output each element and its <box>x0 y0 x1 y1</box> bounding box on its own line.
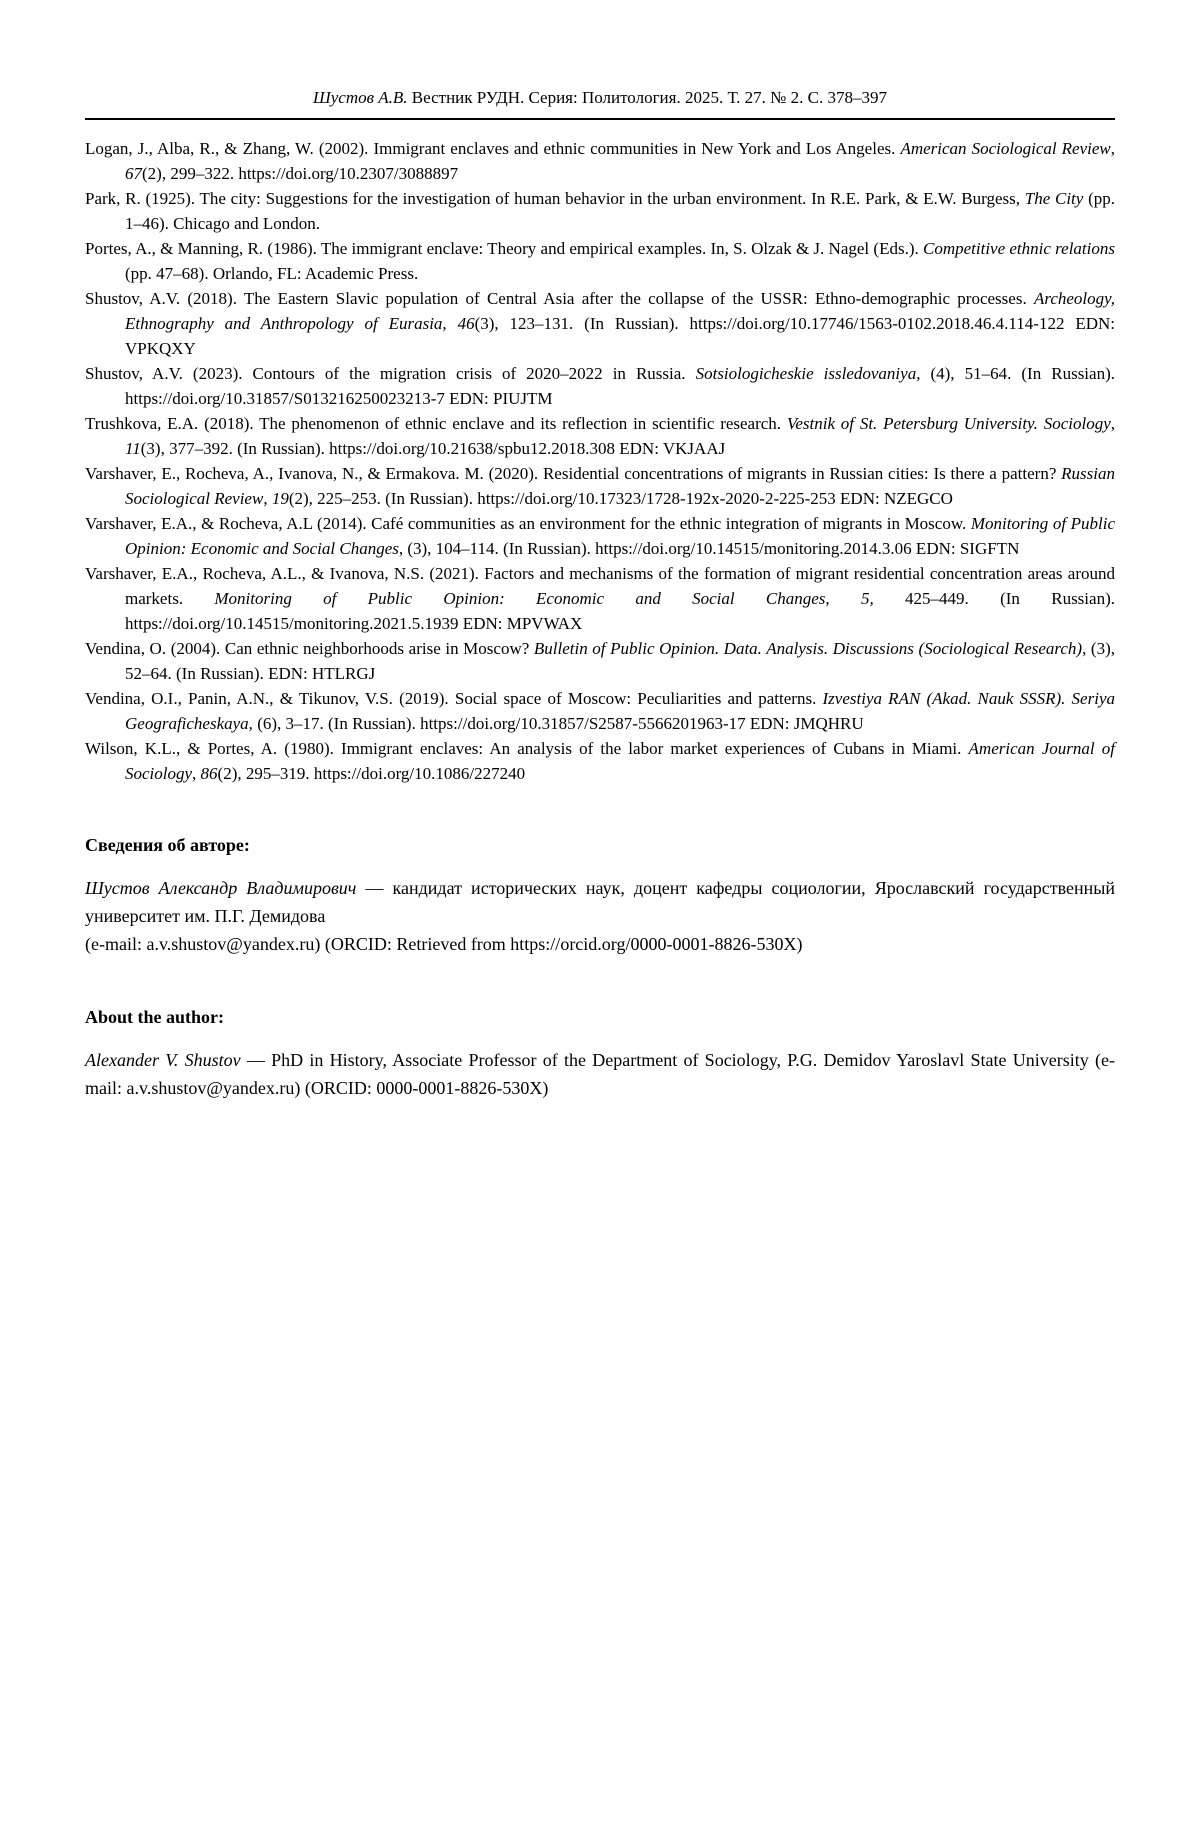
author-info-ru-section <box>85 832 1115 958</box>
references-list <box>85 136 1115 786</box>
author-info-ru-heading: Сведения об авторе: <box>85 835 250 855</box>
reference-entry: Varshaver, E.A., & Rocheva, A.L (2014). Café communities as an environment for the ethnic integration of migrants in Moscow. Monitoring of Public Opinion: Economic and Social Changes, (3), 104–114. (In Russian). https://doi.org/10.14515/monitoring.2014.3.06 EDN: SIGFTN <box>85 514 1116 558</box>
reference-entry: Varshaver, E., Rocheva, A., Ivanova, N., & Ermakova. M. (2020). Residential concentrations of migrants in Russian cities: Is there a pattern? Russian Sociological Review, 19(2), 225–253. (In Russian). https://doi.org/10.17323/1728-192x-2020-2-225-253 EDN: NZEGCO <box>85 464 1115 508</box>
author-info-en-section <box>85 1004 1115 1102</box>
author-info-en-text: Alexander V. Shustov — PhD in History, Associate Professor of the Department of Sociology, P.G. Demidov Yaroslavl State University (e-mail: a.v.shustov@yandex.ru) (ORCID: 0000-0001-8826-530X) <box>85 1050 1116 1098</box>
reference-entry: Portes, A., & Manning, R. (1986). The immigrant enclave: Theory and empirical examples. In, S. Olzak & J. Nagel (Eds.). Competitive ethnic relations (pp. 47–68). Orlando, FL: Academic Press. <box>85 239 1115 283</box>
reference-entry: Varshaver, E.A., Rocheva, A.L., & Ivanova, N.S. (2021). Factors and mechanisms of the formation of migrant residential concentration areas around markets. Monitoring of Public Opinion: Economic and Social Changes, 5, 425–449. (In Russian). https://doi.org/10.14515/monitoring.2021.5.1939 EDN: MPVWAX <box>85 564 1115 633</box>
reference-entry: Shustov, A.V. (2018). The Eastern Slavic population of Central Asia after the collapse of the USSR: Ethno-demographic processes. Archeology, Ethnography and Anthropology of Eurasia, 46(3), 123–131. (In Russian). https://doi.org/10.17746/1563-0102.2018.46.4.114-122 EDN: VPKQXY <box>85 289 1115 358</box>
reference-entry: Shustov, A.V. (2023). Contours of the migration crisis of 2020–2022 in Russia. Sotsiologicheskie issledovaniya, (4), 51–64. (In Russian). https://doi.org/10.31857/S013216250023213-7 EDN: PIUJTM <box>85 364 1115 408</box>
running-head: Шустов А.В. Вестник РУДН. Серия: Политология. 2025. Т. 27. № 2. С. 378–397 <box>85 88 1115 120</box>
reference-entry: Trushkova, E.A. (2018). The phenomenon of ethnic enclave and its reflection in scientific research. Vestnik of St. Petersburg University. Sociology, 11(3), 377–392. (In Russian). https://doi.org/10.21638/spbu12.2018.308 EDN: VKJAAJ <box>85 414 1115 458</box>
reference-entry: Wilson, K.L., & Portes, A. (1980). Immigrant enclaves: An analysis of the labor market experiences of Cubans in Miami. American Journal of Sociology, 86(2), 295–319. https://doi.org/10.1086/227240 <box>85 739 1115 783</box>
reference-entry: Vendina, O.I., Panin, A.N., & Tikunov, V.S. (2019). Social space of Moscow: Peculiarities and patterns. Izvestiya RAN (Akad. Nauk SSSR). Seriya Geograficheskaya, (6), 3–17. (In Russian). https://doi.org/10.31857/S2587-5566201963-17 EDN: JMQHRU <box>85 689 1115 733</box>
reference-entry: Park, R. (1925). The city: Suggestions for the investigation of human behavior in the urban environment. In R.E. Park, & E.W. Burgess, The City (pp. 1–46). Chicago and London. <box>85 189 1115 233</box>
reference-entry: Logan, J., Alba, R., & Zhang, W. (2002). Immigrant enclaves and ethnic communities in New York and Los Angeles. American Sociological Review, 67(2), 299–322. https://doi.org/10.2307/3088897 <box>85 139 1115 183</box>
author-info-en-heading: About the author: <box>85 1007 225 1027</box>
reference-entry: Vendina, O. (2004). Can ethnic neighborhoods arise in Moscow? Bulletin of Public Opinion. Data. Analysis. Discussions (Sociological Research), (3), 52–64. (In Russian). EDN: HTLRGJ <box>85 639 1115 683</box>
author-info-ru-text: Шустов Александр Владимирович — кандидат исторических наук, доцент кафедры социологии, Ярославский государственный университет им. П.Г. Демидова (e-mail: a.v.shustov@yandex.ru) (ORCID: Retrieved from https://orcid.org/0000-0001-8826-530X) <box>85 878 1116 954</box>
